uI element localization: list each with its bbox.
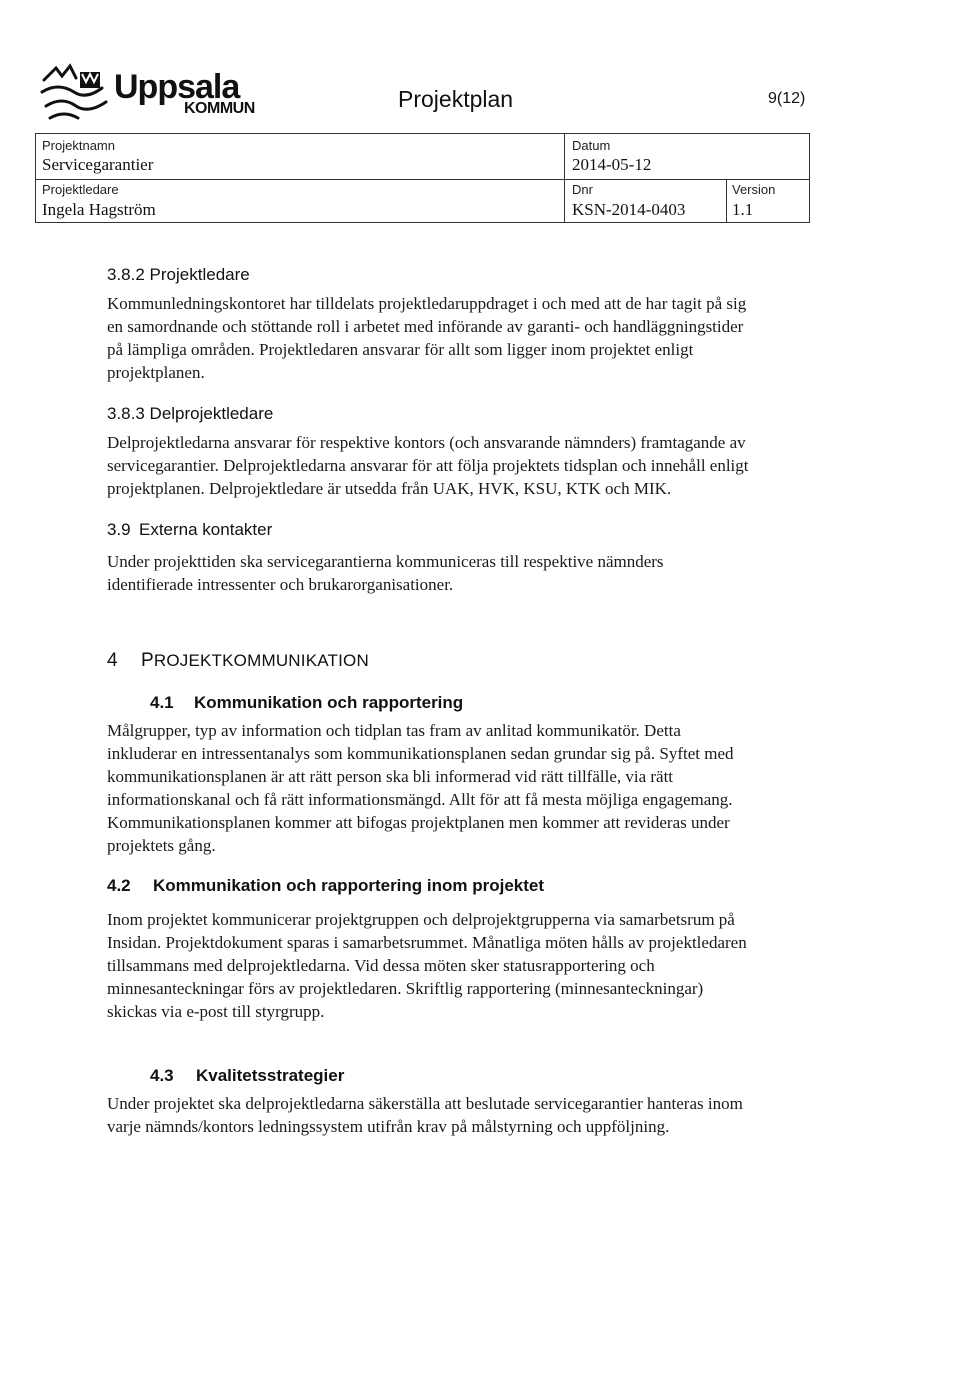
section-body-4-3: Under projektet ska delprojektledarna säkerställa att beslutade servicegarantier hanteras inom varje nämnds/kontors ledningssystem utifrån krav på målstyrning och uppföljning.: [107, 1094, 743, 1136]
coat-of-arms-icon: [36, 62, 112, 124]
logo-subtitle: KOMMUN: [184, 100, 255, 117]
document-title: Projektplan: [398, 86, 514, 112]
project-name-value: Servicegarantier: [42, 155, 154, 174]
section-body-4-2: Inom projektet kommunicerar projektgruppen och delprojektgrupperna via samarbetsrum på Insidan. Projektdokument sparas i samarbetsrummet. Månatliga möten hålls av projektledaren tillsammans med delprojektledarna. Vid dessa möten sker statusrapportering och minnesanteckningar förs av projektledaren. Skriftlig rapportering (minnesanteckningar) skickas via e-post till styrgrupp.: [107, 910, 747, 1021]
page-number: 9(12): [768, 90, 806, 107]
section-heading-4-1: 4.1 Kommunikation och rapportering: [150, 693, 464, 712]
section-body-4-1: Målgrupper, typ av information och tidplan tas fram av anlitad kommunikatör. Detta inkluderar en intressentanalys som kommunikationsplanen sedan grundar sig på. Syftet med kommunikationsplanen är att rätt person ska bli informerad vid rätt tillfälle, via rätt informationskanal och få rätt informationsmängd. Allt för att få mesta möjliga engagemang. Kommunikationsplanen kommer att bifogas projektplanen men kommer att revideras under projektets gång.: [107, 721, 734, 855]
project-name-label: Projektnamn: [42, 138, 115, 153]
project-leader-value: Ingela Hagström: [42, 200, 156, 219]
section-body-3-8-3: Delprojektledarna ansvarar för respektive kontors (och ansvarande nämnders) framtagande av servicegarantier. Delprojektledarna ansvarar för att följa projektets tidsplan och innehåll enligt projektplanen. Delprojektledare är utsedda från UAK, HVK, KSU, KTK och MIK.: [107, 433, 749, 498]
version-value: 1.1: [732, 200, 754, 219]
version-label: Version: [732, 182, 776, 197]
document-meta-table: [35, 133, 810, 223]
section-heading-3-8-3: 3.8.3 Delprojektledare: [107, 404, 274, 423]
section-heading-4-3: 4.3 Kvalitetsstrategier: [150, 1066, 345, 1085]
project-leader-label: Projektledare: [42, 182, 119, 197]
logo-wordmark: Uppsala: [114, 68, 240, 106]
date-value: 2014-05-12: [572, 155, 652, 174]
section-body-3-9: Under projekttiden ska servicegarantierna kommuniceras till respektive nämnders identifierade intressenter och brukarorganisationer.: [107, 552, 664, 594]
section-body-3-8-2: Kommunledningskontoret har tilldelats projektledaruppdraget i och med att de har tagit på sig en samordnande och stöttande roll i arbetet med införande av garanti- och handläggningstider på lämpliga områden. Projektledaren ansvarar för allt som ligger inom projektet enligt projektplanen.: [107, 294, 747, 382]
section-heading-4-2: 4.2 Kommunikation och rapportering inom projektet: [107, 876, 545, 895]
chapter-heading-4: 4 PROJEKTKOMMUNIKATION: [107, 650, 369, 671]
uppsala-kommun-logo: [36, 62, 256, 124]
section-heading-3-8-2: 3.8.2 Projektledare: [107, 265, 250, 284]
section-heading-3-9: 3.9 Externa kontakter: [107, 520, 273, 539]
date-label: Datum: [572, 138, 611, 153]
dnr-label: Dnr: [572, 182, 593, 197]
dnr-value: KSN-2014-0403: [572, 200, 686, 219]
